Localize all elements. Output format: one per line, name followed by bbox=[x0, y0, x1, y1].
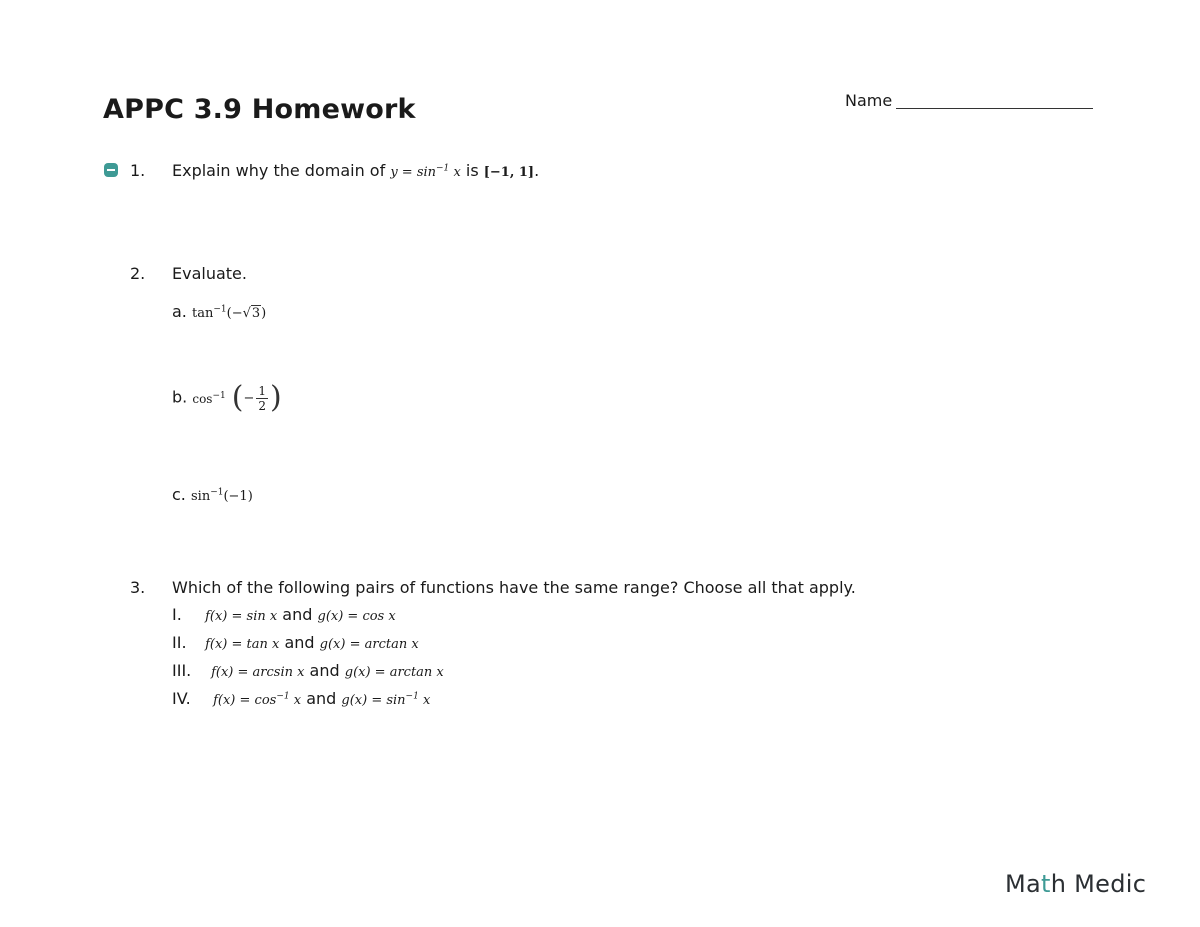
question-3-option-i: I. f(x) = sin x and g(x) = cos x bbox=[172, 605, 396, 624]
name-blank-line[interactable] bbox=[896, 94, 1093, 109]
question-3-text: Which of the following pairs of functions have the same range? Choose all that apply. bbox=[172, 578, 856, 597]
question-3-option-iv: IV. $f(x) = \cos^{-1} x$ and $g(x) = \sin^{-1} x$ bbox=[172, 689, 431, 708]
name-label: Name bbox=[845, 91, 893, 110]
q1-math-interval: [−1, 1] bbox=[483, 165, 535, 180]
question-2-text: Evaluate. bbox=[172, 264, 247, 283]
question-3-option-ii: II. f(x) = tan x and g(x) = arctan x bbox=[172, 633, 419, 652]
question-3-option-iii: III. f(x) = arcsin x and g(x) = arctan x bbox=[172, 661, 444, 680]
page-title: APPC 3.9 Homework bbox=[103, 94, 416, 125]
name-field bbox=[845, 91, 1093, 110]
question-3-number: 3. bbox=[130, 578, 146, 597]
comment-marker-icon[interactable] bbox=[104, 163, 118, 177]
question-1-number: 1. bbox=[130, 161, 146, 180]
question-2b: b. $\cos^{-1}$ ( − $\frac{1}{2}$ ) bbox=[172, 380, 282, 415]
question-2-number: 2. bbox=[130, 264, 146, 283]
math-medic-logo: Math Medic bbox=[1005, 870, 1147, 898]
q1-math-function: $y = \sin^{-1} x$ bbox=[390, 163, 461, 180]
question-2c: c. $\sin^{-1}(-1)$ bbox=[172, 485, 253, 504]
question-1-text: Explain why the domain of $y = \sin^{-1} x$ is [−1, 1]. bbox=[172, 161, 540, 180]
question-2a: a. $\tan^{-1}(-√3)$ bbox=[172, 302, 267, 321]
